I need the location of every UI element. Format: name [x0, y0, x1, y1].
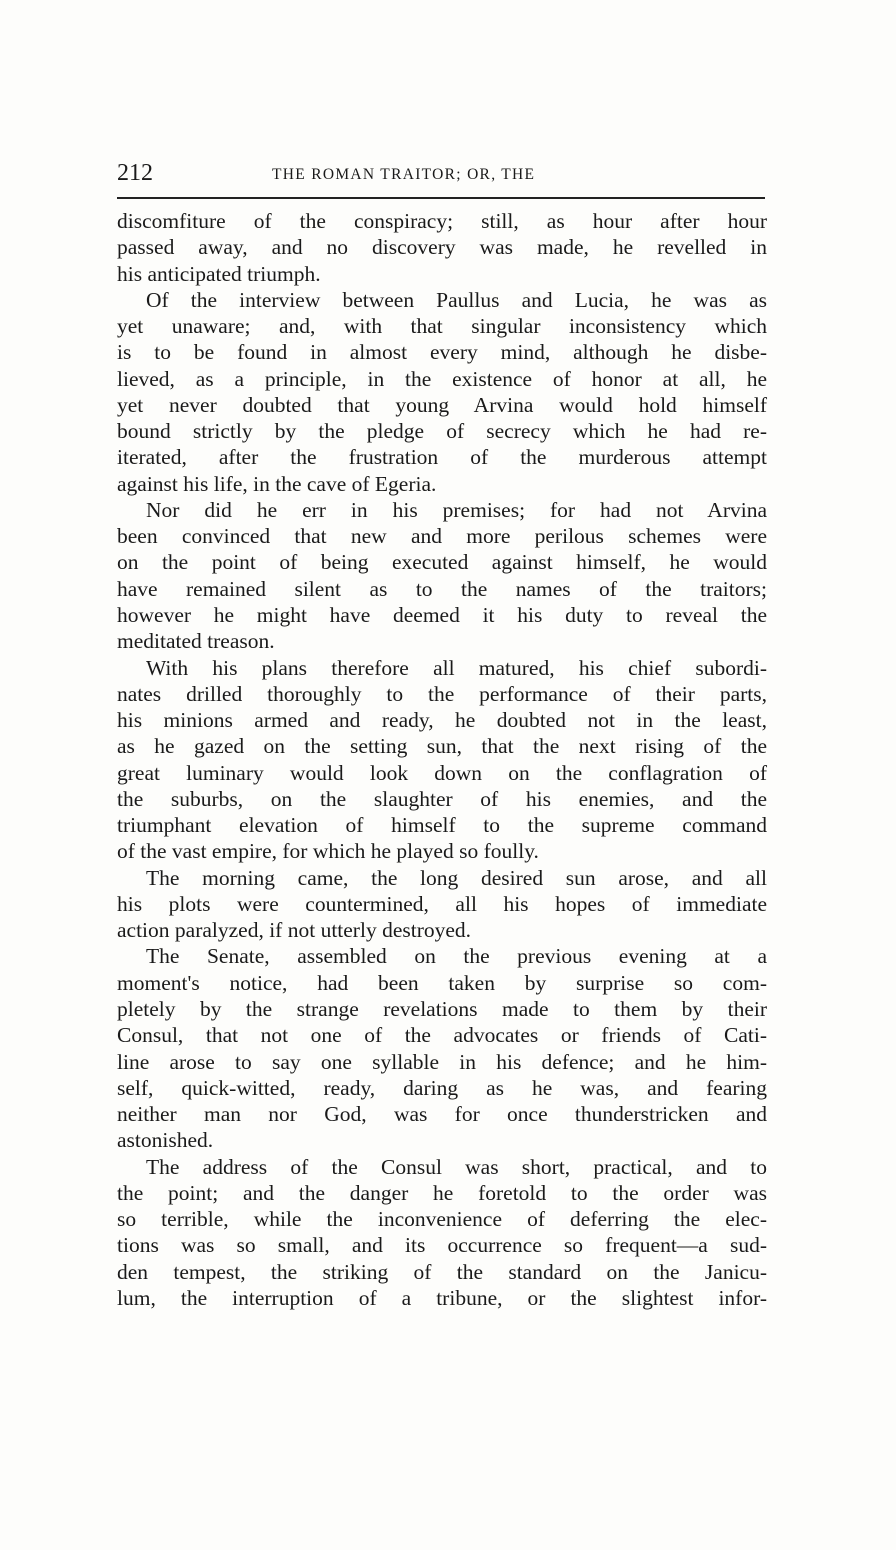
- text-line: on the point of being executed against himself, he would: [117, 550, 767, 575]
- text-line: as he gazed on the setting sun, that the next rising of the: [117, 734, 767, 759]
- text-line: the suburbs, on the slaughter of his enemies, and the: [117, 786, 767, 811]
- text-line: triumphant elevation of himself to the supreme command: [117, 813, 767, 838]
- page-number: 212: [117, 160, 153, 186]
- text-line: With his plans therefore all matured, his chief subordi-: [146, 655, 767, 680]
- text-line: meditated treason.: [117, 629, 275, 654]
- text-line: discomfiture of the conspiracy; still, as hour after hour: [117, 209, 767, 233]
- header-rule: [117, 197, 765, 199]
- text-line: lieved, as a principle, in the existence of honor at all, he: [117, 366, 767, 391]
- text-line: his plots were countermined, all his hopes of immediate: [117, 891, 767, 916]
- text-line: Nor did he err in his premises; for had not Arvina: [146, 497, 767, 522]
- text-line: yet unaware; and, with that singular inconsistency which: [117, 314, 767, 339]
- text-line: so terrible, while the inconvenience of deferring the elec-: [117, 1207, 767, 1232]
- text-line: The Senate, assembled on the previous evening at a: [146, 944, 767, 969]
- text-line: have remained silent as to the names of the traitors;: [117, 576, 767, 601]
- text-line: passed away, and no discovery was made, he revelled in: [117, 235, 767, 260]
- text-line: bound strictly by the pledge of secrecy which he had re-: [117, 419, 767, 444]
- text-line: great luminary would look down on the conflagration of: [117, 760, 767, 785]
- text-line: nates drilled thoroughly to the performance of their parts,: [117, 681, 767, 706]
- text-line: action paralyzed, if not utterly destroyed.: [117, 918, 472, 943]
- text-line: iterated, after the frustration of the murderous attempt: [117, 445, 767, 470]
- text-line: The address of the Consul was short, practical, and to: [146, 1154, 767, 1179]
- text-line: his anticipated triumph.: [117, 261, 321, 286]
- text-line: neither man nor God, was for once thunderstricken and: [117, 1102, 767, 1127]
- text-line: is to be found in almost every mind, although he disbe-: [117, 340, 767, 365]
- text-line: astonished.: [117, 1128, 214, 1153]
- text-line: his minions armed and ready, he doubted not in the least,: [117, 708, 767, 733]
- text-line: tions was so small, and its occurrence so frequent—a sud-: [117, 1233, 767, 1258]
- running-head: [117, 160, 765, 190]
- text-line: Consul, that not one of the advocates or friends of Cati-: [117, 1023, 767, 1048]
- running-title: THE ROMAN TRAITOR; OR, THE: [272, 166, 536, 183]
- text-line: den tempest, the striking of the standard on the Janicu-: [117, 1259, 767, 1284]
- text-line: the point; and the danger he foretold to the order was: [117, 1180, 767, 1205]
- text-line: of the vast empire, for which he played so foully.: [117, 839, 539, 864]
- text-line: however he might have deemed it his duty to reveal the: [117, 602, 767, 627]
- text-line: moment's notice, had been taken by surprise so com-: [117, 970, 767, 995]
- text-line: The morning came, the long desired sun arose, and all: [146, 865, 767, 890]
- text-line: yet never doubted that young Arvina would hold himself: [117, 392, 767, 417]
- text-line: self, quick-witted, ready, daring as he was, and fearing: [117, 1075, 767, 1100]
- text-line: line arose to say one syllable in his defence; and he him-: [117, 1049, 767, 1074]
- text-line: been convinced that new and more perilous schemes were: [117, 524, 767, 549]
- text-line: lum, the interruption of a tribune, or the slightest infor-: [117, 1285, 767, 1310]
- text-line: against his life, in the cave of Egeria.: [117, 471, 437, 496]
- body-text: [117, 208, 767, 1311]
- text-line: Of the interview between Paullus and Lucia, he was as: [146, 287, 767, 312]
- text-line: pletely by the strange revelations made to them by their: [117, 996, 767, 1021]
